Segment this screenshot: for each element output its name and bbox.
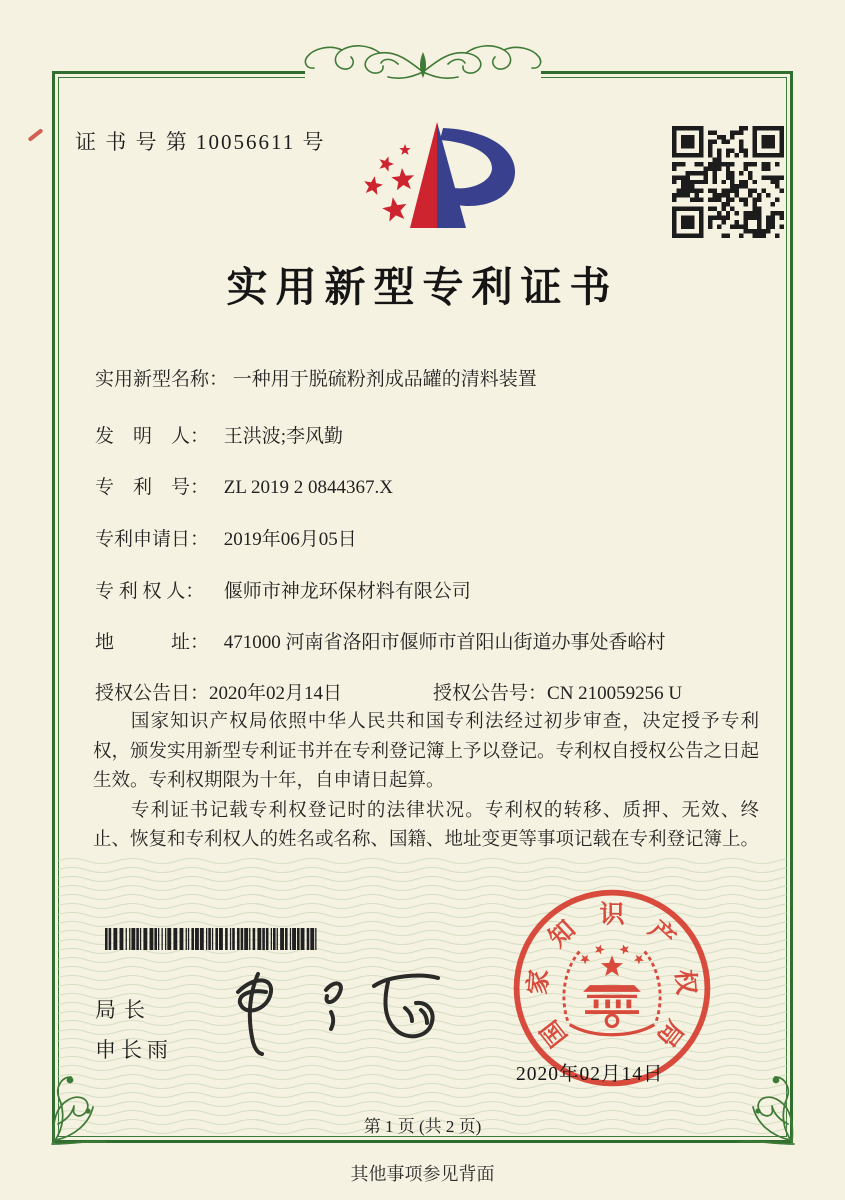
cnipa-patent-logo-icon bbox=[345, 114, 525, 242]
legal-text-block bbox=[93, 708, 759, 856]
field-value: 471000 河南省洛阳市偃师市首阳山街道办事处香峪村 bbox=[223, 632, 666, 653]
ornament-center-leaf bbox=[420, 52, 426, 78]
certificate-title: 实用新型专利证书 bbox=[226, 264, 619, 310]
field-inventor bbox=[95, 421, 343, 448]
field-label: 实用新型名称： bbox=[95, 369, 229, 390]
grant-number bbox=[433, 678, 682, 705]
svg-text:权: 权 bbox=[670, 968, 700, 996]
field-patentee bbox=[95, 576, 471, 603]
field-value: 王洪波;李风勤 bbox=[223, 426, 344, 447]
back-side-note: 其他事项参见背面 bbox=[350, 1164, 495, 1184]
field-invention-name bbox=[95, 364, 537, 391]
grant-number-label: 授权公告号： bbox=[433, 683, 548, 704]
svg-text:识: 识 bbox=[599, 901, 625, 929]
red-scan-mark bbox=[28, 128, 44, 142]
page-number-footer: 第 1 页 (共 2 页) bbox=[363, 1117, 482, 1136]
director-name: 申长雨 bbox=[95, 1038, 173, 1062]
grant-number-value: CN 210059256 U bbox=[547, 683, 683, 704]
seal-ring-text bbox=[524, 900, 701, 1051]
seal-emblem-gate bbox=[583, 985, 641, 1026]
barcode bbox=[105, 928, 320, 950]
field-value: 偃师市神龙环保材料有限公司 bbox=[223, 581, 471, 602]
svg-text:产: 产 bbox=[643, 915, 680, 953]
svg-text:局: 局 bbox=[651, 1014, 688, 1052]
field-label: 专利申请日： bbox=[95, 529, 210, 550]
seal-emblem-stars bbox=[580, 944, 644, 976]
field-label: 地 址： bbox=[95, 632, 210, 653]
field-value: ZL 2019 2 0844367.X bbox=[223, 477, 393, 498]
legal-paragraph-2: 专利证书记载专利权登记时的法律状况。专利权的转移、质押、无效、终止、恢复和专利权人的姓名或名称、国籍、地址变更等事项记载在专利登记簿上。 bbox=[93, 800, 760, 850]
field-label: 专 利 权 人： bbox=[95, 581, 205, 602]
grant-announcement-row bbox=[95, 678, 795, 705]
svg-text:国: 国 bbox=[536, 1014, 573, 1052]
field-address bbox=[95, 627, 666, 654]
director-handwritten-signature bbox=[228, 958, 463, 1060]
svg-text:知: 知 bbox=[544, 915, 581, 953]
field-value: 2019年06月05日 bbox=[223, 529, 357, 550]
svg-text:家: 家 bbox=[524, 968, 554, 996]
field-label: 发 明 人： bbox=[95, 426, 210, 447]
field-application-date bbox=[95, 524, 357, 551]
grant-date-value: 2020年02月14日 bbox=[209, 683, 343, 704]
field-value: 一种用于脱硫粉剂成品罐的清料装置 bbox=[232, 369, 537, 390]
field-patent-number bbox=[95, 472, 393, 499]
seal-date: 2020年02月14日 bbox=[516, 1064, 664, 1085]
director-title: 局长 bbox=[95, 998, 153, 1022]
top-scrollwork-ornament-icon bbox=[288, 40, 558, 96]
grant-date-label: 授权公告日： bbox=[95, 683, 210, 704]
certificate-number: 证 书 号 第 10056611 号 bbox=[75, 130, 326, 154]
field-label: 专 利 号： bbox=[95, 477, 210, 498]
legal-paragraph-1: 国家知识产权局依照中华人民共和国专利法经过初步审查，决定授予专利权，颁发实用新型专利证书并在专利登记簿上予以登记。专利权自授权公告之日起生效。专利权期限为十年，自申请日起算。 bbox=[93, 712, 760, 791]
qr-code bbox=[672, 126, 784, 238]
